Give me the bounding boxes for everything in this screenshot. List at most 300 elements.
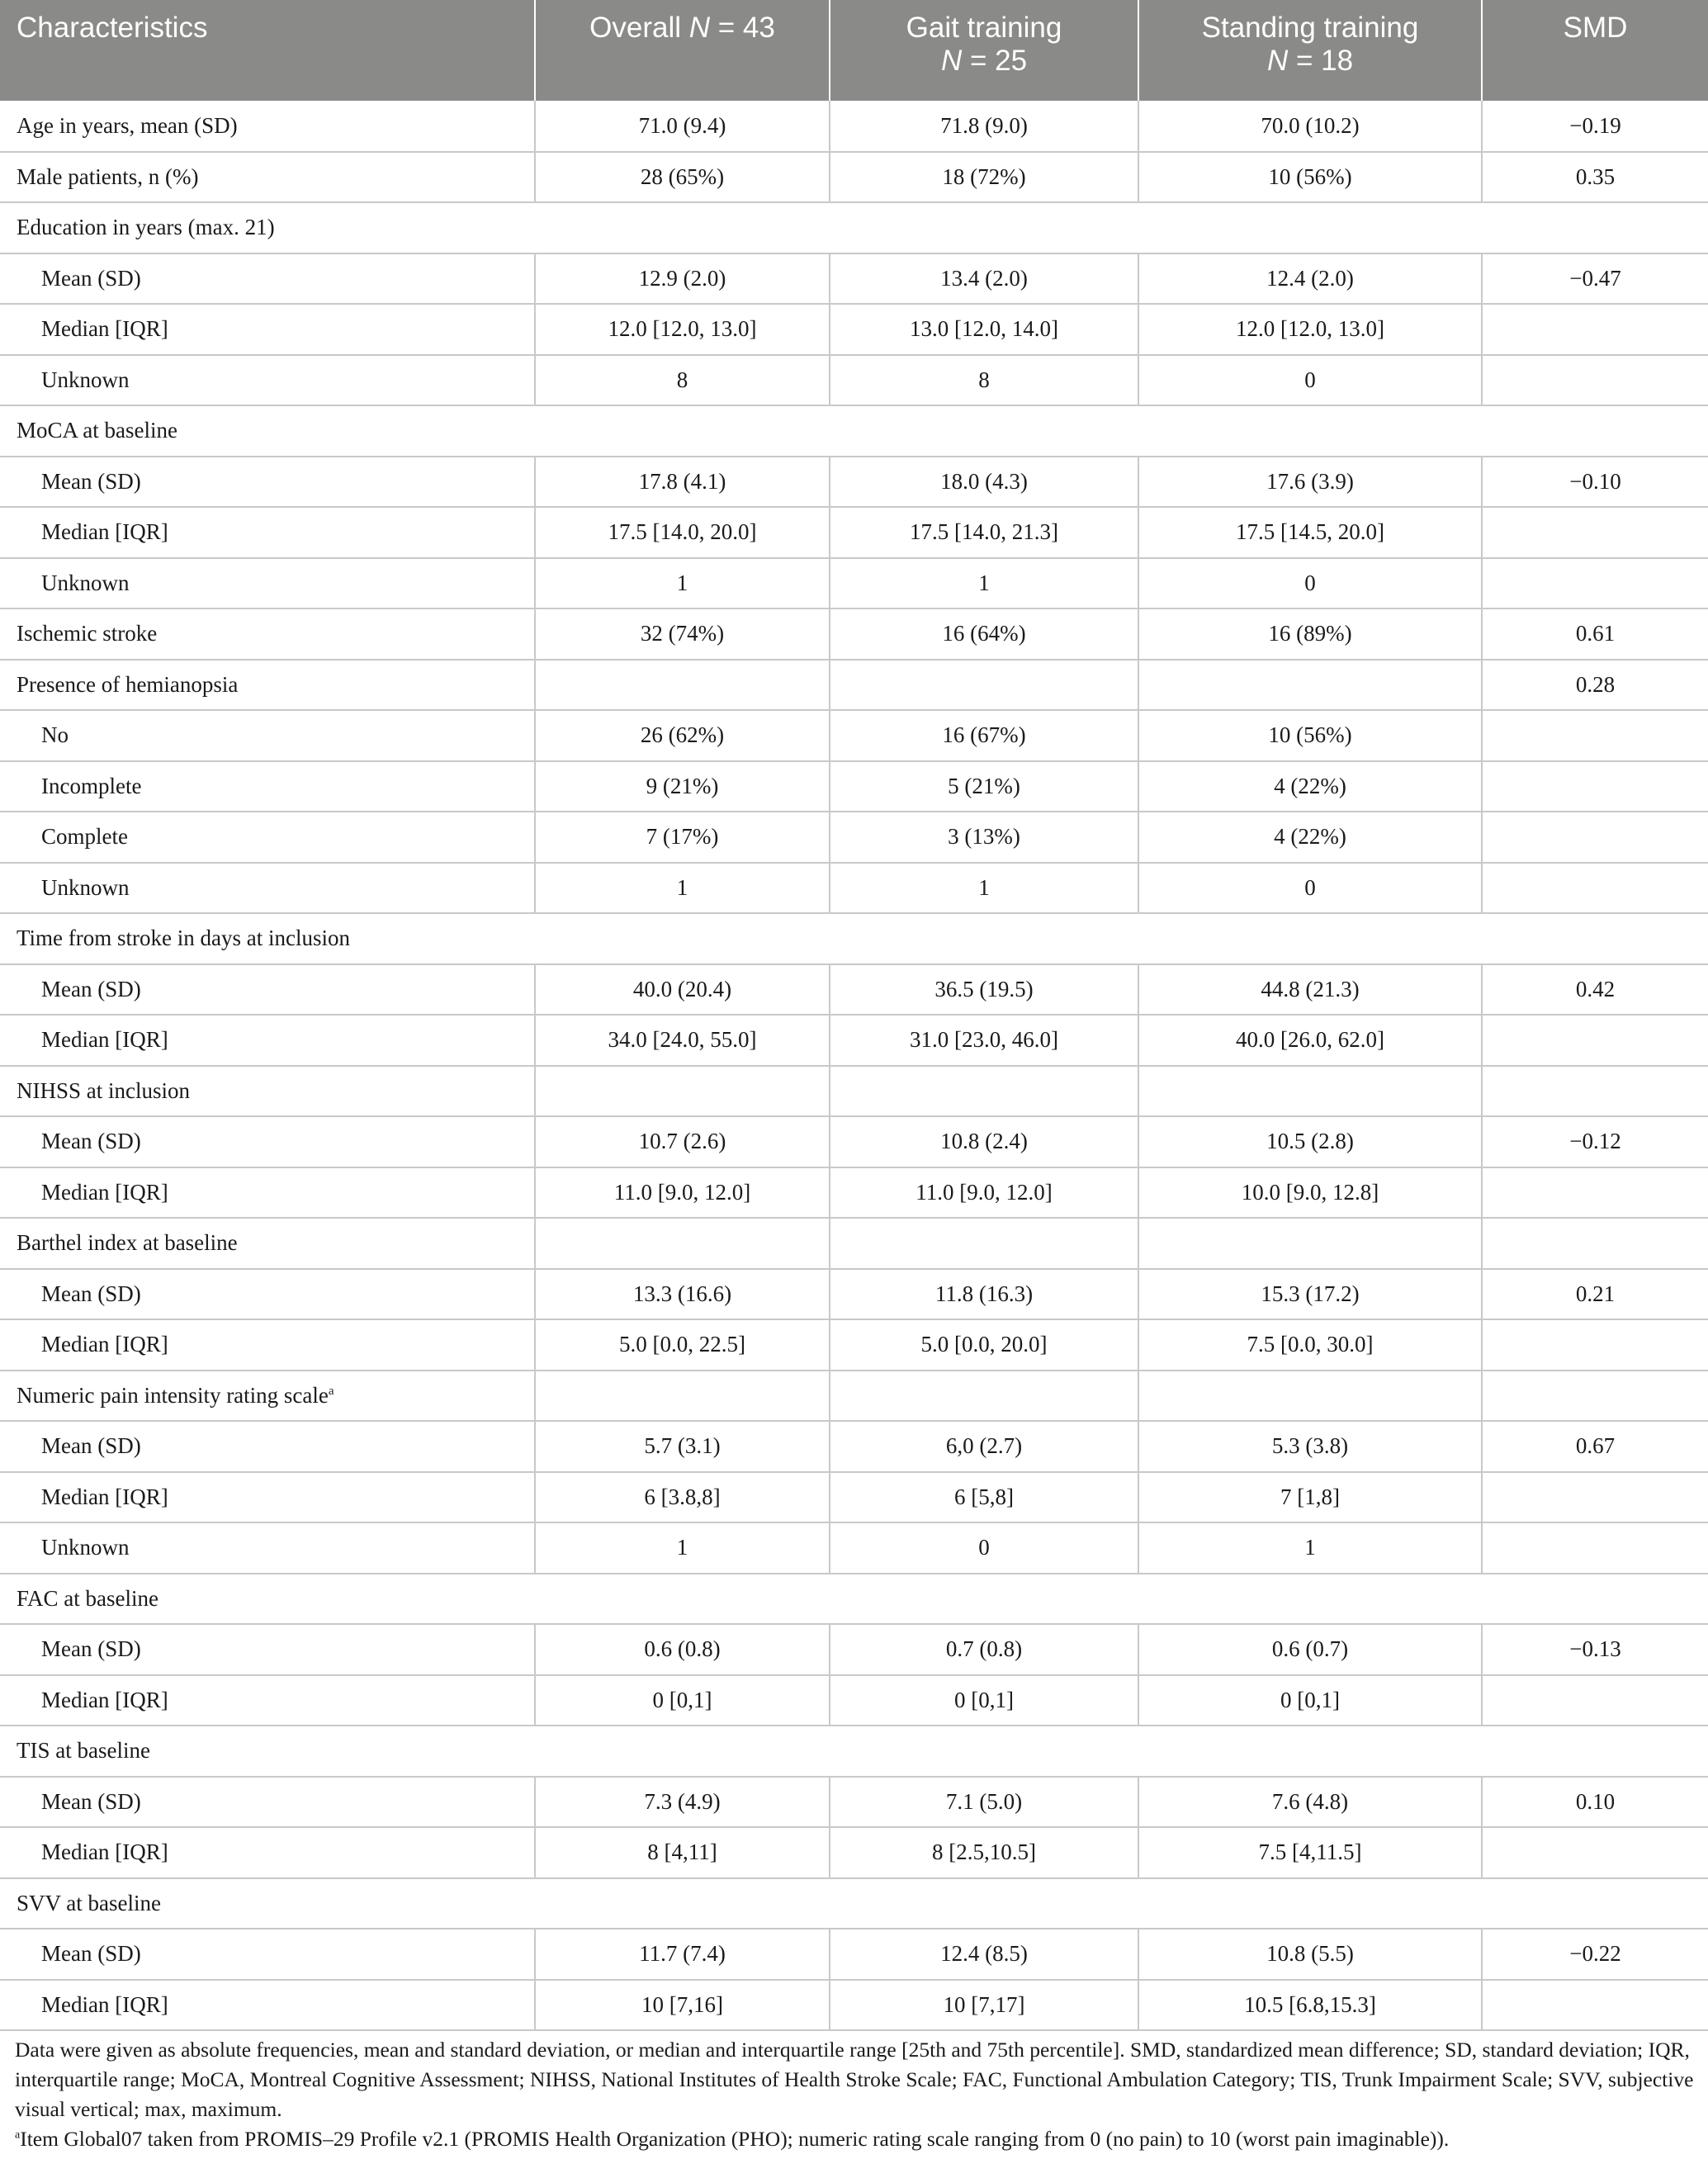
cell-standing — [1138, 152, 1482, 203]
cell-value: 1 — [978, 570, 990, 595]
table-row — [0, 1167, 1708, 1219]
row-label: TIS at baseline — [17, 1738, 150, 1764]
cell-overall — [535, 1066, 830, 1117]
cell-gait — [830, 761, 1138, 812]
cell-value: 26 (62%) — [640, 722, 725, 748]
cell-label — [0, 1675, 535, 1726]
row-label: No — [41, 722, 69, 748]
cell-overall — [535, 1319, 830, 1371]
cell-smd — [1482, 101, 1708, 152]
cell-standing — [1138, 457, 1482, 508]
table-row — [0, 1269, 1708, 1320]
cell-value: 0 — [1304, 874, 1316, 900]
cell-value: 12.4 (2.0) — [1266, 265, 1354, 291]
cell-value: 5.0 [0.0, 20.0] — [920, 1332, 1048, 1357]
table-row — [0, 1878, 1708, 1929]
row-label: SVV at baseline — [17, 1890, 161, 1915]
cell-overall — [535, 507, 830, 558]
cell-overall — [535, 608, 830, 660]
cell-value: 0.67 — [1575, 1433, 1616, 1459]
cell-label — [0, 608, 535, 660]
cell-smd — [1482, 558, 1708, 609]
row-label: Education in years (max. 21) — [17, 215, 275, 240]
cell-value: 17.6 (3.9) — [1266, 468, 1354, 494]
row-label: NIHSS at inclusion — [17, 1077, 191, 1103]
row-label: Male patients, n (%) — [17, 163, 199, 189]
table-row — [0, 202, 1708, 253]
cell-gait — [830, 1421, 1138, 1472]
cell-value: 9 (21%) — [646, 773, 719, 798]
row-label: Mean (SD) — [41, 1788, 141, 1814]
cell-label — [0, 964, 535, 1016]
cell-value: 6 [3.8,8] — [644, 1484, 721, 1509]
footnote-a-text: Item Global07 taken from PROMIS–29 Profile v2.1 (PROMIS Health Organization (PHO); numeric rating scale ranging from 0 (no pain) to 10 (worst pain imaginable)). — [20, 2127, 1450, 2151]
cell-standing — [1138, 1015, 1482, 1066]
row-label: Age in years, mean (SD) — [17, 112, 238, 138]
table-row — [0, 812, 1708, 863]
cell-smd — [1482, 812, 1708, 863]
cell-value: 10.0 [9.0, 12.8] — [1241, 1179, 1379, 1205]
cell-gait — [830, 1167, 1138, 1219]
table-row — [0, 253, 1708, 305]
cell-gait — [830, 1522, 1138, 1574]
table-row — [0, 1777, 1708, 1828]
table-row — [0, 1827, 1708, 1878]
cell-label — [0, 1980, 535, 2031]
cell-overall — [535, 964, 830, 1016]
cell-value: 7.1 (5.0) — [945, 1788, 1023, 1814]
row-label: Unknown — [41, 874, 130, 900]
cell-value: 0.28 — [1575, 671, 1616, 697]
cell-smd — [1482, 1929, 1708, 1980]
cell-value: 13.0 [12.0, 14.0] — [910, 316, 1058, 342]
cell-standing — [1138, 1675, 1482, 1726]
cell-smd — [1482, 1116, 1708, 1167]
cell-value: 0.6 (0.7) — [1271, 1636, 1349, 1662]
cell-gait — [830, 1624, 1138, 1675]
cell-standing — [1138, 1472, 1482, 1523]
cell-standing — [1138, 761, 1482, 812]
cell-value: 17.5 [14.0, 20.0] — [608, 519, 757, 545]
row-label: Median [IQR] — [41, 1179, 168, 1205]
cell-overall — [535, 304, 830, 355]
cell-value: 10.8 (5.5) — [1266, 1941, 1354, 1967]
cell-overall — [535, 1675, 830, 1726]
row-label: Median [IQR] — [41, 1027, 168, 1053]
cell-smd — [1482, 355, 1708, 406]
table-row — [0, 1015, 1708, 1066]
footnote-abbreviations: Data were given as absolute frequencies, mean and standard deviation, or median and interquartile range [25th and 75th percentile]. SMD, standardized mean difference; SD, standard deviation; IQR, interquartile range; MoCA, Montreal Cognitive Assessment; NIHSS, National Institutes of Health Stroke Scale; FAC, Functional Ambulation Category; TIS, Trunk Impairment Scale; SVV, subjective visual vertical; max, maximum. — [15, 2038, 1694, 2121]
cell-standing — [1138, 1116, 1482, 1167]
cell-overall — [535, 101, 830, 152]
cell-label — [0, 1269, 535, 1320]
table-row — [0, 1726, 1708, 1777]
cell-overall — [535, 1827, 830, 1878]
cell-value: 17.5 [14.0, 21.3] — [910, 519, 1058, 545]
cell-gait — [830, 1675, 1138, 1726]
cell-smd — [1482, 660, 1708, 711]
row-label: Mean (SD) — [41, 1636, 141, 1662]
table-row — [0, 964, 1708, 1016]
cell-gait — [830, 1472, 1138, 1523]
cell-label — [0, 101, 535, 152]
cell-label — [0, 812, 535, 863]
cell-standing — [1138, 660, 1482, 711]
cell-value: 1 — [978, 874, 990, 900]
cell-label — [0, 863, 535, 914]
row-label: Mean (SD) — [41, 265, 141, 291]
cell-smd — [1482, 710, 1708, 761]
cell-gait — [830, 507, 1138, 558]
row-label: Median [IQR] — [41, 1332, 168, 1357]
cell-value: 5.7 (3.1) — [644, 1433, 721, 1459]
row-label: Median [IQR] — [41, 1484, 168, 1509]
cell-standing — [1138, 1980, 1482, 2031]
cell-value: 70.0 (10.2) — [1261, 112, 1360, 138]
cell-gait — [830, 101, 1138, 152]
cell-value: 0 [0,1] — [652, 1687, 712, 1712]
row-label: Mean (SD) — [41, 1129, 141, 1154]
cell-standing — [1138, 608, 1482, 660]
cell-value: 11.8 (16.3) — [934, 1281, 1034, 1306]
cell-smd — [1482, 1624, 1708, 1675]
cell-gait — [830, 1319, 1138, 1371]
cell-smd — [1482, 1980, 1708, 2031]
row-label: Median [IQR] — [41, 1687, 168, 1712]
cell-value: 13.4 (2.0) — [940, 265, 1028, 291]
cell-overall — [535, 1371, 830, 1422]
cell-smd — [1482, 964, 1708, 1016]
header-row — [0, 0, 1708, 101]
row-label: Mean (SD) — [41, 976, 141, 1001]
cell-value: 0 [0,1] — [954, 1687, 1014, 1712]
cell-standing — [1138, 1066, 1482, 1117]
cell-value: 28 (65%) — [640, 163, 725, 189]
cell-label — [0, 1371, 535, 1422]
cell-value: −0.22 — [1569, 1941, 1621, 1967]
cell-gait — [830, 1218, 1138, 1269]
table-footnotes — [15, 2035, 1695, 2154]
cell-standing — [1138, 507, 1482, 558]
cell-overall — [535, 1777, 830, 1828]
cell-gait — [830, 304, 1138, 355]
cell-gait — [830, 1066, 1138, 1117]
cell-overall — [535, 1167, 830, 1219]
cell-value: 10 (56%) — [1268, 722, 1352, 748]
cell-label — [0, 1319, 535, 1371]
cell-value: 11.0 [9.0, 12.0] — [613, 1179, 751, 1205]
cell-value: 10 [7,16] — [641, 1991, 723, 2017]
table-row — [0, 913, 1708, 964]
cell-smd — [1482, 608, 1708, 660]
cell-standing — [1138, 1167, 1482, 1219]
cell-gait — [830, 710, 1138, 761]
cell-value: 7.6 (4.8) — [1271, 1788, 1349, 1814]
cell-overall — [535, 1015, 830, 1066]
table-row — [0, 355, 1708, 406]
cell-gait — [830, 1827, 1138, 1878]
table-row — [0, 1218, 1708, 1269]
cell-overall — [535, 761, 830, 812]
cell-gait — [830, 457, 1138, 508]
cell-value: 0.21 — [1575, 1281, 1616, 1306]
cell-value: 0.10 — [1575, 1788, 1616, 1814]
cell-smd — [1482, 1371, 1708, 1422]
table-row — [0, 710, 1708, 761]
cell-label — [0, 1522, 535, 1574]
cell-value: 7 (17%) — [646, 824, 719, 850]
table-row — [0, 608, 1708, 660]
cell-value: 16 (89%) — [1268, 621, 1352, 646]
cell-value: 8 — [978, 367, 990, 392]
cell-standing — [1138, 812, 1482, 863]
cell-overall — [535, 355, 830, 406]
cell-label — [0, 1472, 535, 1523]
cell-value: 31.0 [23.0, 46.0] — [910, 1027, 1058, 1053]
cell-label — [0, 1624, 535, 1675]
cell-value: 10.7 (2.6) — [638, 1129, 726, 1154]
cell-standing — [1138, 1624, 1482, 1675]
cell-value: 5.3 (3.8) — [1271, 1433, 1349, 1459]
table-row — [0, 558, 1708, 609]
cell-smd — [1482, 1522, 1708, 1574]
cell-gait — [830, 1929, 1138, 1980]
table-row — [0, 1624, 1708, 1675]
cell-gait — [830, 812, 1138, 863]
table-row — [0, 152, 1708, 203]
cell-value: 71.0 (9.4) — [638, 112, 726, 138]
cell-value: 1 — [676, 570, 688, 595]
cell-smd — [1482, 1218, 1708, 1269]
header-standing-training: Standing training N = 18 — [1138, 0, 1482, 101]
row-label: Presence of hemianopsia — [17, 671, 239, 697]
header-characteristics: Characteristics — [0, 0, 535, 101]
cell-overall — [535, 812, 830, 863]
cell-standing — [1138, 1929, 1482, 1980]
cell-smd — [1482, 761, 1708, 812]
cell-value: 40.0 (20.4) — [632, 976, 732, 1001]
row-label: Unknown — [41, 367, 130, 392]
table-row — [0, 1980, 1708, 2031]
cell-smd — [1482, 863, 1708, 914]
cell-value: 12.0 [12.0, 13.0] — [608, 316, 757, 342]
cell-gait — [830, 1015, 1138, 1066]
cell-value: 0 — [1304, 570, 1316, 595]
cell-value: 1 — [1304, 1535, 1316, 1560]
cell-label — [0, 913, 1708, 964]
cell-label — [0, 507, 535, 558]
cell-gait — [830, 253, 1138, 305]
cell-gait — [830, 964, 1138, 1016]
row-label: FAC at baseline — [17, 1585, 158, 1611]
cell-value: 11.7 (7.4) — [639, 1941, 726, 1967]
cell-value: −0.10 — [1569, 468, 1621, 494]
cell-value: 12.0 [12.0, 13.0] — [1236, 316, 1384, 342]
table-row — [0, 1522, 1708, 1574]
cell-value: 7.5 [4,11.5] — [1258, 1839, 1362, 1865]
cell-overall — [535, 457, 830, 508]
cell-value: 0.61 — [1575, 621, 1616, 646]
cell-smd — [1482, 152, 1708, 203]
cell-gait — [830, 1116, 1138, 1167]
footnote-a — [15, 2124, 1695, 2154]
table-row — [0, 457, 1708, 508]
cell-label — [0, 710, 535, 761]
table-row — [0, 1066, 1708, 1117]
cell-value: −0.12 — [1569, 1129, 1621, 1154]
cell-smd — [1482, 253, 1708, 305]
cell-gait — [830, 1980, 1138, 2031]
cell-overall — [535, 1522, 830, 1574]
cell-smd — [1482, 1015, 1708, 1066]
cell-value: 16 (67%) — [942, 722, 1026, 748]
cell-label — [0, 253, 535, 305]
cell-label — [0, 1878, 1708, 1929]
table-row — [0, 761, 1708, 812]
cell-value: 0.6 (0.8) — [644, 1636, 721, 1662]
cell-overall — [535, 1269, 830, 1320]
cell-overall — [535, 710, 830, 761]
cell-smd — [1482, 1472, 1708, 1523]
table-row — [0, 1319, 1708, 1371]
cell-overall — [535, 558, 830, 609]
cell-label — [0, 1167, 535, 1219]
cell-gait — [830, 152, 1138, 203]
table-row — [0, 405, 1708, 457]
cell-value: −0.13 — [1569, 1636, 1621, 1662]
table-row — [0, 1929, 1708, 1980]
cell-standing — [1138, 1371, 1482, 1422]
cell-label — [0, 202, 1708, 253]
row-label: Unknown — [41, 1535, 130, 1560]
cell-value: 8 — [676, 367, 688, 392]
cell-label — [0, 660, 535, 711]
cell-label — [0, 1421, 535, 1472]
cell-standing — [1138, 964, 1482, 1016]
table-row — [0, 863, 1708, 914]
cell-value: 1 — [676, 1535, 688, 1560]
cell-value: −0.47 — [1569, 265, 1621, 291]
cell-value: 6,0 (2.7) — [945, 1433, 1023, 1459]
row-label: MoCA at baseline — [17, 418, 177, 443]
cell-value: 10 [7,17] — [943, 1991, 1025, 2017]
row-label: Median [IQR] — [41, 1839, 168, 1865]
row-label: Mean (SD) — [41, 1433, 141, 1459]
row-label: Ischemic stroke — [17, 621, 158, 646]
cell-gait — [830, 863, 1138, 914]
row-label: Mean (SD) — [41, 1941, 141, 1967]
cell-label — [0, 152, 535, 203]
cell-value: 0 — [978, 1535, 990, 1560]
cell-label — [0, 1726, 1708, 1777]
cell-value: 5 (21%) — [948, 773, 1020, 798]
cell-standing — [1138, 863, 1482, 914]
cell-smd — [1482, 1421, 1708, 1472]
cell-label — [0, 1777, 535, 1828]
cell-gait — [830, 1269, 1138, 1320]
cell-value: 44.8 (21.3) — [1261, 976, 1360, 1001]
cell-smd — [1482, 1827, 1708, 1878]
cell-value: 0 [0,1] — [1280, 1687, 1340, 1712]
cell-value: 7.3 (4.9) — [644, 1788, 721, 1814]
cell-value: 10.8 (2.4) — [940, 1129, 1028, 1154]
cell-value: 10 (56%) — [1268, 163, 1352, 189]
footnote-marker: a — [328, 1384, 334, 1398]
row-label: Time from stroke in days at inclusion — [17, 926, 350, 951]
row-label: Incomplete — [41, 773, 142, 798]
cell-overall — [535, 1929, 830, 1980]
cell-smd — [1482, 1066, 1708, 1117]
cell-gait — [830, 355, 1138, 406]
cell-gait — [830, 1777, 1138, 1828]
cell-value: 5.0 [0.0, 22.5] — [619, 1332, 745, 1357]
cell-smd — [1482, 457, 1708, 508]
cell-standing — [1138, 1827, 1482, 1878]
cell-value: 36.5 (19.5) — [934, 976, 1034, 1001]
cell-value: 0.7 (0.8) — [945, 1636, 1023, 1662]
cell-overall — [535, 1472, 830, 1523]
cell-value: 4 (22%) — [1274, 773, 1346, 798]
cell-overall — [535, 1116, 830, 1167]
cell-value: 18 (72%) — [942, 163, 1026, 189]
cell-standing — [1138, 1421, 1482, 1472]
cell-label — [0, 1574, 1708, 1625]
cell-smd — [1482, 507, 1708, 558]
table-body — [0, 101, 1708, 2030]
table-header — [0, 0, 1708, 101]
cell-value: 32 (74%) — [640, 621, 725, 646]
cell-value: 0 — [1304, 367, 1316, 392]
cell-standing — [1138, 101, 1482, 152]
cell-standing — [1138, 253, 1482, 305]
cell-value: 34.0 [24.0, 55.0] — [608, 1027, 757, 1053]
row-label: Mean (SD) — [41, 1281, 141, 1306]
cell-label — [0, 761, 535, 812]
cell-smd — [1482, 304, 1708, 355]
cell-label — [0, 355, 535, 406]
table-row — [0, 1116, 1708, 1167]
cell-value: 13.3 (16.6) — [632, 1281, 732, 1306]
cell-value: 11.0 [9.0, 12.0] — [916, 1179, 1053, 1205]
cell-gait — [830, 660, 1138, 711]
row-label: Median [IQR] — [41, 1991, 168, 2017]
cell-standing — [1138, 558, 1482, 609]
cell-value: 8 [4,11] — [647, 1839, 717, 1865]
cell-overall — [535, 1421, 830, 1472]
cell-value: 18.0 (4.3) — [940, 468, 1028, 494]
cell-standing — [1138, 355, 1482, 406]
table-row — [0, 1574, 1708, 1625]
cell-value: 3 (13%) — [948, 824, 1020, 850]
row-label: Median [IQR] — [41, 316, 168, 342]
cell-value: 12.4 (8.5) — [940, 1941, 1028, 1967]
cell-standing — [1138, 1218, 1482, 1269]
cell-standing — [1138, 1522, 1482, 1574]
row-label: Mean (SD) — [41, 468, 141, 494]
row-label: Median [IQR] — [41, 519, 168, 545]
cell-label — [0, 405, 1708, 457]
cell-value: 16 (64%) — [942, 621, 1026, 646]
table-row — [0, 1472, 1708, 1523]
cell-value: −0.19 — [1569, 112, 1621, 138]
header-gait-training: Gait training N = 25 — [830, 0, 1138, 101]
cell-value: 0.42 — [1575, 976, 1616, 1001]
cell-value: 17.8 (4.1) — [638, 468, 726, 494]
cell-standing — [1138, 1319, 1482, 1371]
cell-smd — [1482, 1269, 1708, 1320]
cell-overall — [535, 152, 830, 203]
footnote-a-marker: a — [15, 2128, 21, 2142]
